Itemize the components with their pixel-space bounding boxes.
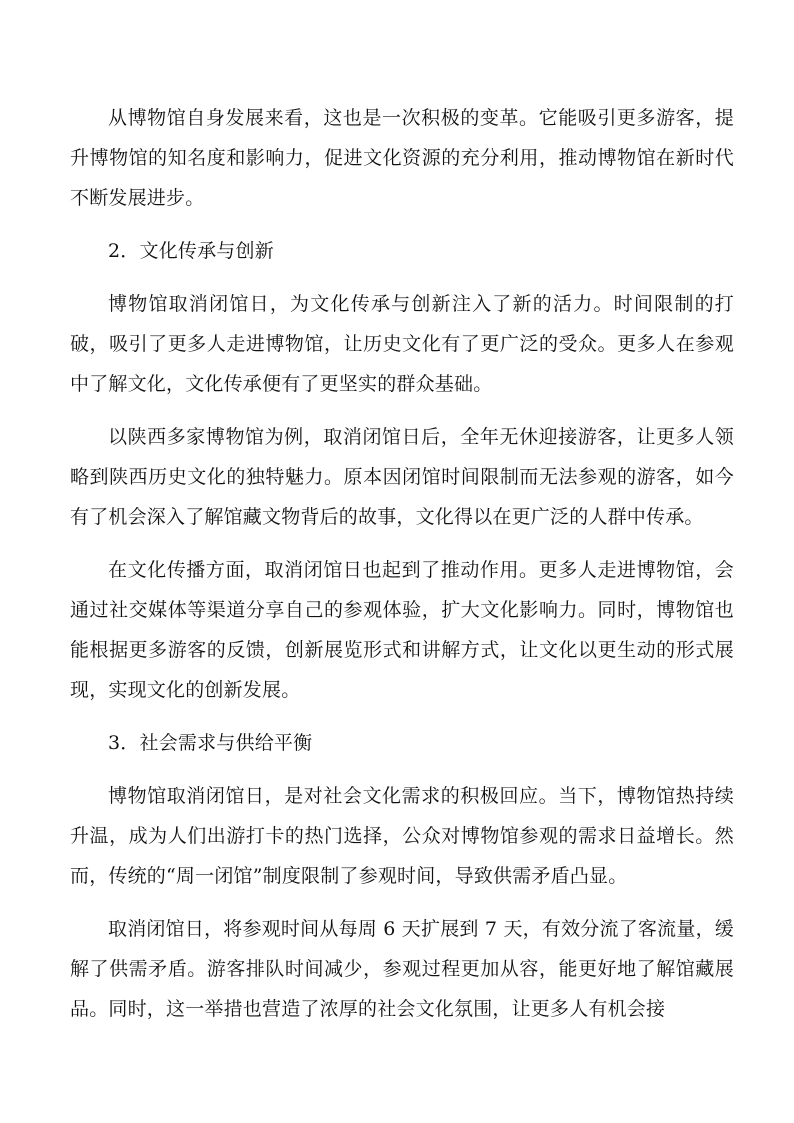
paragraph-museum-development: 从博物馆自身发展来看，这也是一次积极的变革。它能吸引更多游客，提升博物馆的知名度和影响力，促进文化资源的充分利用，推动博物馆在新时代不断发展进步。 [70, 107, 734, 209]
paragraph-social-demand: 博物馆取消闭馆日，是对社会文化需求的积极回应。当下，博物馆热持续升温，成为人们出游打卡的热门选择，公众对博物馆参观的需求日益增长。然而，传统的“周一闭馆”制度限制了参观时间，导致供需矛盾凸显。 [70, 785, 734, 887]
paragraph-culture-vitality: 博物馆取消闭馆日，为文化传承与创新注入了新的活力。时间限制的打破，吸引了更多人走进博物馆，让历史文化有了更广泛的受众。更多人在参观中了解文化，文化传承便有了更坚实的群众基础。 [70, 293, 734, 395]
document-body [70, 98, 734, 1042]
paragraph-shaanxi-example: 以陕西多家博物馆为例，取消闭馆日后，全年无休迎接游客，让更多人领略到陕西历史文化的独特魅力。原本因闭馆时间限制而无法参观的游客，如今有了机会深入了解馆藏文物背后的故事，文化得以在更广泛的人群中传承。 [70, 426, 734, 528]
paragraph-culture-spread: 在文化传播方面，取消闭馆日也起到了推动作用。更多人走进博物馆，会通过社交媒体等渠道分享自己的参观体验，扩大文化影响力。同时，博物馆也能根据更多游客的反馈，创新展览形式和讲解方式，让文化以更生动的形式展现，实现文化的创新发展。 [70, 559, 734, 701]
section-heading-supply-demand: 3．社会需求与供给平衡 [108, 732, 313, 754]
paragraph-extended-hours: 取消闭馆日，将参观时间从每周 6 天扩展到 7 天，有效分流了客流量，缓解了供需矛盾。游客排队时间减少，参观过程更加从容，能更好地了解馆藏展品。同时，这一举措也营造了浓厚的社会文化氛围，让更多人有机会接 [70, 918, 734, 1020]
section-heading-culture-heritage: 2．文化传承与创新 [108, 240, 274, 262]
